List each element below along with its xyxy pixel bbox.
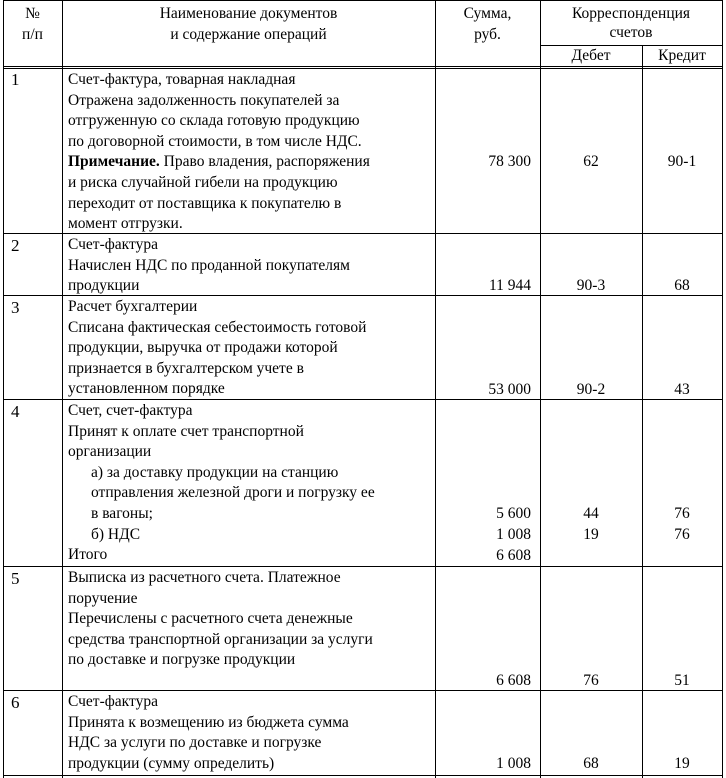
row-number: 4 — [11, 402, 20, 421]
row-debit: 76 — [583, 672, 599, 689]
header-correspondence: Корреспонденция счетов — [571, 5, 691, 41]
row-credit: 19 — [674, 755, 690, 772]
row-debit: 90-3 — [576, 277, 606, 294]
row-number: 6 — [11, 693, 20, 712]
row-divider — [3, 566, 723, 567]
row-credit: 68 — [674, 277, 690, 294]
row-description: Расчет бухгалтерии Списана фактическая себестоимость готовой продукции, выручка от продажи которой признается в бухгалтерском учете в установленном порядке — [68, 298, 367, 398]
header-debit: Дебет — [571, 47, 611, 64]
operations-table — [3, 0, 723, 778]
row-credit: 76 — [674, 505, 690, 522]
table-border-bottom — [3, 775, 723, 776]
table-border-left — [3, 0, 4, 778]
row-debit: 90-2 — [576, 381, 606, 398]
row-number: 1 — [11, 70, 20, 89]
row-divider — [3, 68, 723, 69]
row-credit: 51 — [674, 672, 690, 689]
table-border-right — [722, 0, 723, 778]
header-num: № п/п — [22, 5, 43, 43]
note-label: Примечание. — [68, 153, 160, 171]
total-label: Итого — [68, 546, 108, 564]
row-sum: 1 008 — [496, 755, 531, 772]
row-sum: 11 944 — [488, 277, 531, 294]
row-credit: 43 — [674, 381, 690, 398]
row-debit: 68 — [583, 755, 599, 772]
total-sum: 6 608 — [496, 547, 531, 564]
row-sum: 6 608 — [496, 672, 531, 689]
row-number: 2 — [11, 236, 20, 255]
row-credit: 90-1 — [667, 153, 697, 170]
row-description: Счет-фактура Начислен НДС по проданной покупателям продукции — [68, 236, 350, 295]
row-debit: 44 — [583, 505, 599, 522]
header-credit: Кредит — [658, 47, 706, 64]
row-number: 5 — [11, 569, 20, 588]
row-description: Выписка из расчетного счета. Платежное поручение Перечислены с расчетного счета денежные средства транспортной организации за услуги по доставке и погрузке продукции — [68, 569, 373, 669]
header-sum: Сумма, руб. — [463, 5, 512, 43]
row-sum: 53 000 — [488, 381, 531, 398]
row-description: Счет, счет-фактура Принят к оплате счет транспортной организации а) за доставку продукции на станцию отправления железной дроги и погрузку ее в вагоны; б) НДС Итого — [68, 401, 375, 566]
header-name: Наименование документов и содержание операций — [159, 5, 338, 43]
row-sum: 5 600 — [496, 505, 531, 522]
row-sum: 78 300 — [488, 153, 531, 170]
row-description: Счет-фактура Принята к возмещению из бюджета сумма НДС за услуги по доставке и погрузке продукции (сумму определить) — [68, 693, 349, 772]
row-debit: 19 — [583, 526, 599, 543]
note-line: Примечание. Право владения, распоряжения — [68, 153, 370, 171]
row-credit: 76 — [674, 526, 690, 543]
row-description: Счет-фактура, товарная накладная Отражена задолженность покупателей за отгруженную со склада готовую продукцию по договорной стоимости, в том числе НДС. Примечание. Право владения, распоряжения и риска случайной гибели на продукцию переходит от поставщика к покупателю в момент отгрузки. — [68, 71, 370, 233]
row-sum: 1 008 — [496, 526, 531, 543]
column-divider — [62, 0, 63, 778]
row-debit: 62 — [583, 153, 599, 170]
table-border-top — [3, 0, 723, 1]
row-number: 3 — [11, 298, 20, 317]
